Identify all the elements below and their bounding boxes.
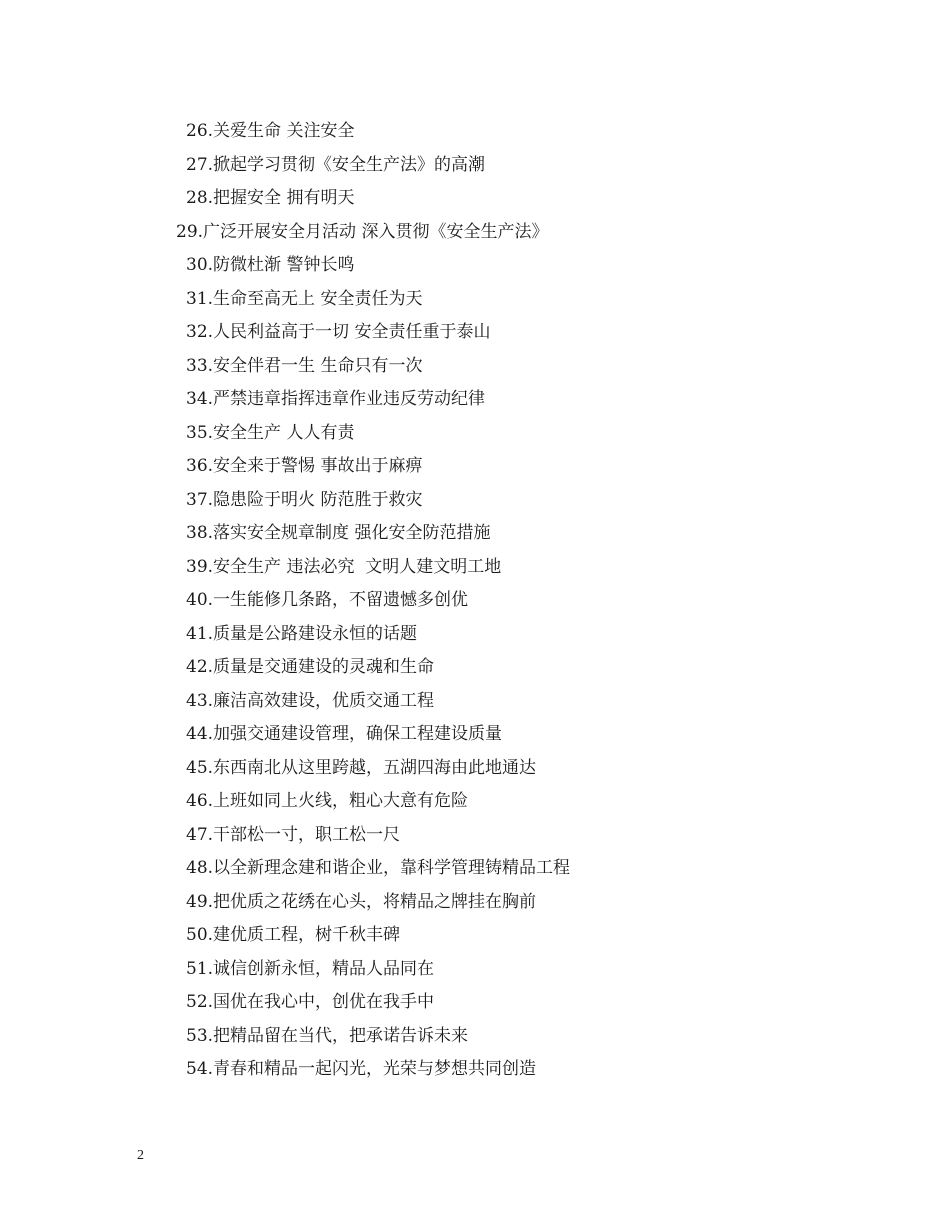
list-item: 34.严禁违章指挥违章作业违反劳动纪律 xyxy=(186,389,486,409)
list-item: 44.加强交通建设管理，确保工程建设质量 xyxy=(186,724,503,744)
list-item: 26.关爱生命 关注安全 xyxy=(186,121,355,141)
list-item: 48.以全新理念建和谐企业，靠科学管理铸精品工程 xyxy=(186,858,571,878)
list-item: 41.质量是公路建设永恒的话题 xyxy=(186,623,418,644)
list-item: 49.把优质之花绣在心头，将精品之牌挂在胸前 xyxy=(186,891,537,912)
list-item: 40.一生能修几条路，不留遗憾多创优 xyxy=(186,590,469,610)
list-item: 37.隐患险于明火 防范胜于救灾 xyxy=(186,489,423,510)
list-item: 35.安全生产 人人有责 xyxy=(186,422,355,443)
page-number: 2 xyxy=(137,1148,144,1163)
list-item: 33.安全伴君一生 生命只有一次 xyxy=(186,355,423,376)
list-item: 36.安全来于警惕 事故出于麻痹 xyxy=(186,456,423,476)
list-item: 31.生命至高无上 安全责任为天 xyxy=(186,288,423,309)
list-item: 45.东西南北从这里跨越，五湖四海由此地通达 xyxy=(186,757,537,778)
list-item: 32.人民利益高于一切 安全责任重于泰山 xyxy=(186,322,491,342)
list-item: 42.质量是交通建设的灵魂和生命 xyxy=(186,657,435,677)
list-item: 27.掀起学习贯彻《安全生产法》的高潮 xyxy=(186,154,486,175)
list-item: 28.把握安全 拥有明天 xyxy=(186,188,355,208)
list-item: 54.青春和精品一起闪光，光荣与梦想共同创造 xyxy=(186,1059,537,1079)
slogan-list xyxy=(176,115,571,1087)
list-item: 52.国优在我心中，创优在我手中 xyxy=(186,992,435,1012)
list-item: 43.廉洁高效建设，优质交通工程 xyxy=(186,690,435,711)
list-item: 39.安全生产 违法必究 文明人建文明工地 xyxy=(186,556,502,577)
list-item: 29.广泛开展安全月活动 深入贯彻《安全生产法》 xyxy=(176,221,549,242)
list-item: 38.落实安全规章制度 强化安全防范措施 xyxy=(186,523,491,543)
list-item: 53.把精品留在当代，把承诺告诉未来 xyxy=(186,1025,469,1046)
list-item: 47.干部松一寸，职工松一尺 xyxy=(186,824,401,845)
list-item: 46.上班如同上火线，粗心大意有危险 xyxy=(186,791,469,811)
list-item: 51.诚信创新永恒，精品人品同在 xyxy=(186,958,435,979)
list-item: 50.建优质工程，树千秋丰碑 xyxy=(186,925,401,945)
list-item: 30.防微杜渐 警钟长鸣 xyxy=(186,255,355,275)
